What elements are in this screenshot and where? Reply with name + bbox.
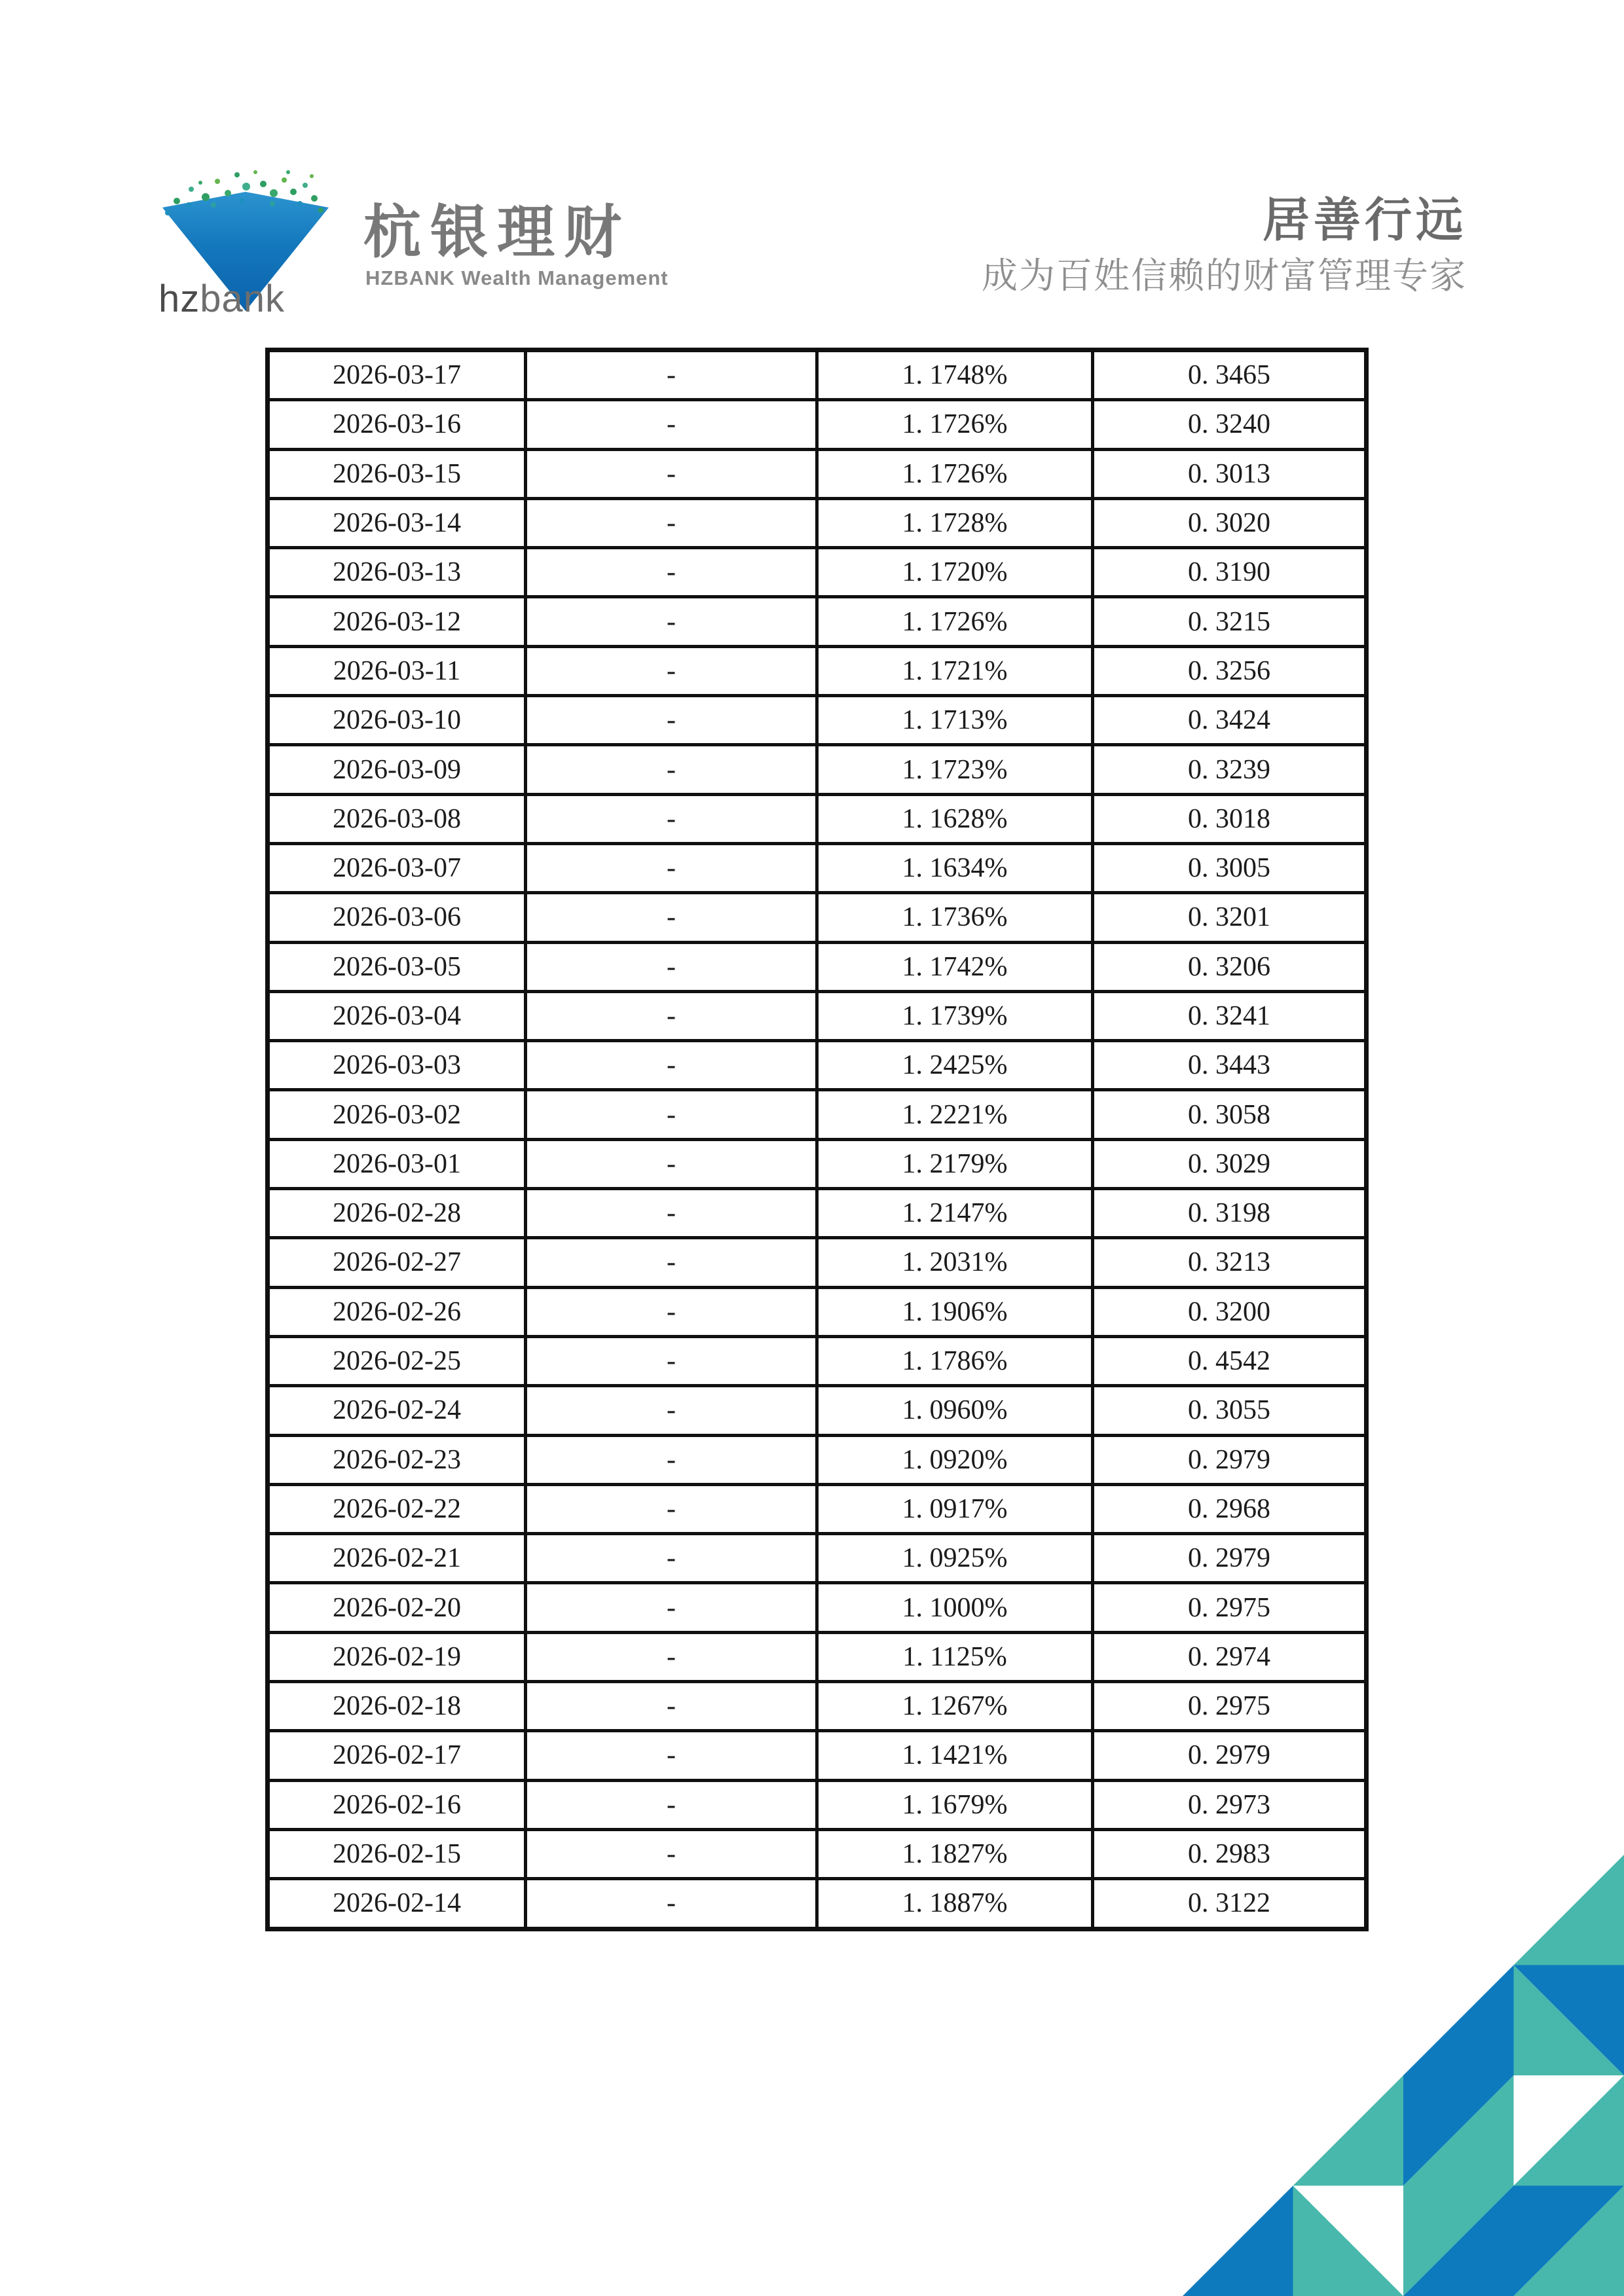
dash-cell: -: [526, 1041, 817, 1090]
value-cell: 0. 3206: [1093, 942, 1367, 991]
dash-cell: -: [526, 1731, 817, 1780]
nav-cell: 1. 1720%: [817, 548, 1093, 597]
dash-cell: -: [526, 1534, 817, 1583]
date-cell: 2026-02-15: [268, 1829, 526, 1878]
value-cell: 0. 2979: [1093, 1731, 1367, 1780]
date-cell: 2026-03-12: [268, 597, 526, 646]
value-cell: 0. 2974: [1093, 1632, 1367, 1681]
value-cell: 0. 3256: [1093, 646, 1367, 695]
dash-cell: -: [526, 1682, 817, 1731]
value-cell: 0. 3058: [1093, 1090, 1367, 1139]
date-cell: 2026-03-01: [268, 1139, 526, 1188]
table-row: [268, 745, 1367, 794]
dash-cell: -: [526, 991, 817, 1040]
date-cell: 2026-02-20: [268, 1583, 526, 1632]
value-cell: 0. 3005: [1093, 843, 1367, 892]
date-cell: 2026-03-10: [268, 696, 526, 745]
dash-cell: -: [526, 745, 817, 794]
value-cell: 0. 2968: [1093, 1484, 1367, 1533]
table-row: [268, 646, 1367, 695]
date-cell: 2026-02-18: [268, 1682, 526, 1731]
brand-name-english: HZBANK Wealth Management: [365, 266, 669, 289]
table-row: [268, 1090, 1367, 1139]
date-cell: 2026-02-17: [268, 1731, 526, 1780]
date-cell: 2026-03-14: [268, 498, 526, 547]
nav-cell: 1. 1000%: [817, 1583, 1093, 1632]
nav-cell: 1. 2179%: [817, 1139, 1093, 1188]
date-cell: 2026-03-02: [268, 1090, 526, 1139]
table-row: [268, 991, 1367, 1040]
value-cell: 0. 3424: [1093, 696, 1367, 745]
table-row: [268, 1534, 1367, 1583]
date-cell: 2026-02-21: [268, 1534, 526, 1583]
value-cell: 0. 3213: [1093, 1238, 1367, 1287]
date-cell: 2026-03-15: [268, 449, 526, 498]
nav-cell: 1. 1736%: [817, 893, 1093, 942]
dash-cell: -: [526, 696, 817, 745]
nav-cell: 1. 1713%: [817, 696, 1093, 745]
dash-cell: -: [526, 548, 817, 597]
dash-cell: -: [526, 498, 817, 547]
nav-cell: 1. 1739%: [817, 991, 1093, 1040]
dash-cell: -: [526, 1189, 817, 1238]
date-cell: 2026-02-19: [268, 1632, 526, 1681]
table-row: [268, 1189, 1367, 1238]
date-cell: 2026-03-07: [268, 843, 526, 892]
table-row: [268, 1386, 1367, 1435]
date-cell: 2026-03-17: [268, 350, 526, 400]
dash-cell: -: [526, 1238, 817, 1287]
value-cell: 0. 3201: [1093, 893, 1367, 942]
date-cell: 2026-03-11: [268, 646, 526, 695]
table-row: [268, 498, 1367, 547]
table-row: [268, 1731, 1367, 1780]
value-cell: 0. 3443: [1093, 1041, 1367, 1090]
table-row: [268, 1484, 1367, 1533]
value-cell: 0. 3020: [1093, 498, 1367, 547]
nav-cell: 1. 1421%: [817, 1731, 1093, 1780]
slogan-subtitle: 成为百姓信赖的财富管理专家: [981, 255, 1467, 296]
value-cell: 0. 3239: [1093, 745, 1367, 794]
table-row: [268, 794, 1367, 843]
corner-triangle-mosaic-icon: [1183, 1855, 1624, 2296]
value-cell: 0. 3018: [1093, 794, 1367, 843]
nav-cell: 1. 1726%: [817, 597, 1093, 646]
nav-cell: 1. 2147%: [817, 1189, 1093, 1238]
logo-wordmark: [158, 277, 342, 321]
date-cell: 2026-03-04: [268, 991, 526, 1040]
nav-cell: 1. 1726%: [817, 449, 1093, 498]
value-cell: 0. 3122: [1093, 1879, 1367, 1929]
table-row: [268, 1336, 1367, 1385]
value-cell: 0. 3241: [1093, 991, 1367, 1040]
value-cell: 0. 2979: [1093, 1435, 1367, 1484]
dash-cell: -: [526, 646, 817, 695]
dash-cell: -: [526, 942, 817, 991]
table-row: [268, 942, 1367, 991]
date-cell: 2026-03-16: [268, 400, 526, 449]
logo-wordmark-hz: hz: [158, 278, 200, 320]
value-cell: 0. 2983: [1093, 1829, 1367, 1878]
nav-cell: 1. 1679%: [817, 1780, 1093, 1829]
value-cell: 0. 3200: [1093, 1287, 1367, 1336]
nav-cell: 1. 1125%: [817, 1632, 1093, 1681]
table-row: [268, 1287, 1367, 1336]
table-row: [268, 1238, 1367, 1287]
value-cell: 0. 3013: [1093, 449, 1367, 498]
table-row: [268, 843, 1367, 892]
nav-cell: 1. 1887%: [817, 1879, 1093, 1929]
date-cell: 2026-02-28: [268, 1189, 526, 1238]
table-row: [268, 1682, 1367, 1731]
nav-cell: 1. 1728%: [817, 498, 1093, 547]
dash-cell: -: [526, 350, 817, 400]
date-cell: 2026-02-16: [268, 1780, 526, 1829]
value-cell: 0. 2975: [1093, 1682, 1367, 1731]
nav-cell: 1. 1723%: [817, 745, 1093, 794]
value-cell: 0. 3215: [1093, 597, 1367, 646]
table-row: [268, 1139, 1367, 1188]
date-cell: 2026-02-25: [268, 1336, 526, 1385]
dash-cell: -: [526, 1435, 817, 1484]
value-cell: 0. 3240: [1093, 400, 1367, 449]
nav-cell: 1. 2425%: [817, 1041, 1093, 1090]
date-cell: 2026-03-09: [268, 745, 526, 794]
dash-cell: -: [526, 1879, 817, 1929]
nav-table-body: [268, 350, 1367, 1929]
table-row: [268, 449, 1367, 498]
dash-cell: -: [526, 1583, 817, 1632]
nav-table: [265, 348, 1369, 1931]
date-cell: 2026-02-23: [268, 1435, 526, 1484]
nav-cell: 1. 1906%: [817, 1287, 1093, 1336]
dash-cell: -: [526, 1090, 817, 1139]
nav-cell: 1. 1721%: [817, 646, 1093, 695]
table-row: [268, 696, 1367, 745]
slogan-block: [982, 196, 1467, 294]
date-cell: 2026-02-24: [268, 1386, 526, 1435]
date-cell: 2026-03-06: [268, 893, 526, 942]
nav-cell: 1. 1267%: [817, 1682, 1093, 1731]
dash-cell: -: [526, 1632, 817, 1681]
table-row: [268, 548, 1367, 597]
nav-cell: 1. 0920%: [817, 1435, 1093, 1484]
table-row: [268, 597, 1367, 646]
table-row: [268, 893, 1367, 942]
nav-cell: 1. 0917%: [817, 1484, 1093, 1533]
table-row: [268, 1632, 1367, 1681]
dash-cell: -: [526, 1484, 817, 1533]
nav-table-wrap: [265, 348, 1369, 1931]
date-cell: 2026-02-22: [268, 1484, 526, 1533]
dash-cell: -: [526, 1139, 817, 1188]
nav-cell: 1. 1827%: [817, 1829, 1093, 1878]
table-row: [268, 350, 1367, 400]
dash-cell: -: [526, 1829, 817, 1878]
table-row: [268, 1583, 1367, 1632]
nav-cell: 1. 1748%: [817, 350, 1093, 400]
value-cell: 0. 2979: [1093, 1534, 1367, 1583]
value-cell: 0. 3465: [1093, 350, 1367, 400]
table-row: [268, 1041, 1367, 1090]
date-cell: 2026-02-27: [268, 1238, 526, 1287]
nav-cell: 1. 2031%: [817, 1238, 1093, 1287]
date-cell: 2026-03-13: [268, 548, 526, 597]
dash-cell: -: [526, 400, 817, 449]
dash-cell: -: [526, 597, 817, 646]
nav-cell: 1. 0925%: [817, 1534, 1093, 1583]
date-cell: 2026-02-14: [268, 1879, 526, 1929]
value-cell: 0. 3198: [1093, 1189, 1367, 1238]
date-cell: 2026-03-08: [268, 794, 526, 843]
dash-cell: -: [526, 1336, 817, 1385]
dash-cell: -: [526, 1287, 817, 1336]
value-cell: 0. 3029: [1093, 1139, 1367, 1188]
value-cell: 0. 2973: [1093, 1780, 1367, 1829]
dash-cell: -: [526, 1386, 817, 1435]
dash-cell: -: [526, 794, 817, 843]
value-cell: 0. 3055: [1093, 1386, 1367, 1435]
dash-cell: -: [526, 893, 817, 942]
nav-cell: 1. 0960%: [817, 1386, 1093, 1435]
table-row: [268, 1435, 1367, 1484]
slogan-title: 居善行远: [1262, 194, 1467, 247]
table-row: [268, 1780, 1367, 1829]
dash-cell: -: [526, 1780, 817, 1829]
dash-cell: -: [526, 843, 817, 892]
brand-name-chinese: 杭银理财: [363, 200, 631, 264]
date-cell: 2026-02-26: [268, 1287, 526, 1336]
nav-cell: 1. 1628%: [817, 794, 1093, 843]
nav-cell: 1. 1786%: [817, 1336, 1093, 1385]
nav-cell: 1. 2221%: [817, 1090, 1093, 1139]
nav-cell: 1. 1742%: [817, 942, 1093, 991]
value-cell: 0. 2975: [1093, 1583, 1367, 1632]
value-cell: 0. 3190: [1093, 548, 1367, 597]
dash-cell: -: [526, 449, 817, 498]
date-cell: 2026-03-03: [268, 1041, 526, 1090]
logo-wordmark-bank: bank: [200, 278, 286, 320]
date-cell: 2026-03-05: [268, 942, 526, 991]
value-cell: 0. 4542: [1093, 1336, 1367, 1385]
table-row: [268, 400, 1367, 449]
nav-cell: 1. 1634%: [817, 843, 1093, 892]
nav-cell: 1. 1726%: [817, 400, 1093, 449]
brand-logo-block: [151, 167, 669, 324]
